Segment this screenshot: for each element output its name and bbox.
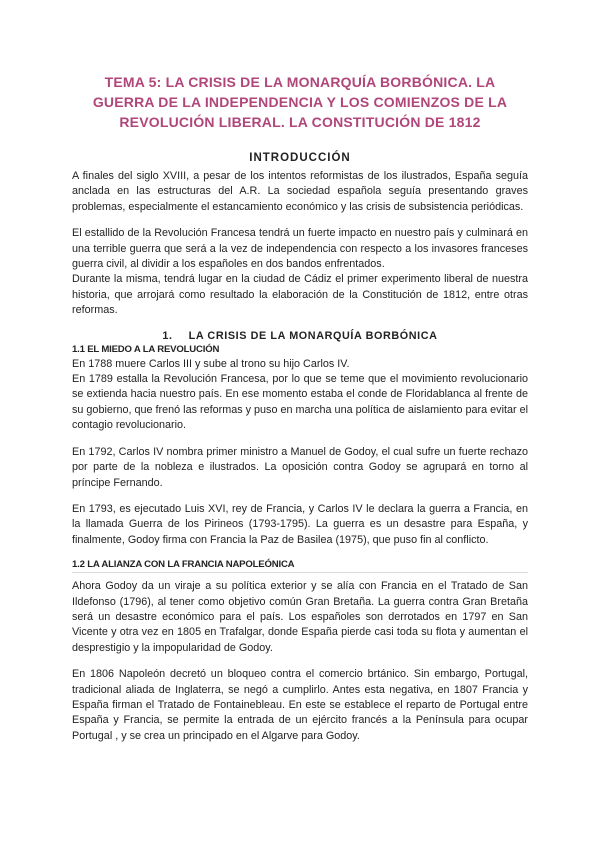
section-1-number: 1. [162,329,173,342]
subsection-1-1-paragraph-4: En 1793, es ejecutado Luis XVI, rey de Francia, y Carlos IV le declara la guerra a Francia, en la llamada Guerra de los Pirineos (1793-1795). La guerra es un desastre para España, y finalmente, Godoy firma con Francia la Paz de Basilea (1975), que puso fin al conflicto. [72,502,528,546]
intro-paragraph-3: Durante la misma, tendrá lugar en la ciudad de Cádiz el primer experimento liberal de nuestra historia, que arrojará como resultado la elaboración de la Constitución de 1812, entre otras reformas. [72,273,528,317]
section-1-title: LA CRISIS DE LA MONARQUÍA BORBÓNICA [188,329,438,342]
intro-paragraph-2: El estallido de la Revolución Francesa tendrá un fuerte impacto en nuestro país y culminará en una terrible guerra que será a la vez de independencia con respecto a los invasores franceses guerra civil, al dividir a los españoles en dos bandos enfrentados. [72,227,528,271]
document-title: TEMA 5: LA CRISIS DE LA MONARQUÍA BORBÓNICA. LA GUERRA DE LA INDEPENDENCIA Y LOS COMIENZOS DE LA REVOLUCIÓN LIBERAL. LA CONSTITUCIÓN DE 1812 [92,74,508,130]
intro-heading: INTRODUCCIÓN [249,152,351,164]
subsection-1-1-heading: 1.1 EL MIEDO A LA REVOLUCIÓN [72,343,220,355]
subsection-1-1-paragraph-1: En 1788 muere Carlos III y sube al trono su hijo Carlos IV. [72,357,350,370]
subsection-1-2-heading: 1.2 LA ALIANZA CON LA FRANCIA NAPOLEÓNICA [72,559,295,571]
subsection-1-2-paragraph-2: En 1806 Napoleón decretó un bloqueo contra el comercio brtánico. Sin embargo, Portugal, tradicional aliada de Inglaterra, se negó a cumplirlo. Antes esta negativa, en 1807 Francia y España firman el Tratado de Fontainebleau. En este se establece el reparto de Portugal entre España y Francia, se permite la entrada de un ejército francés a la Península para ocupar Portugal , y se crea un principado en el Algarve para Godoy. [72,668,528,742]
subsection-divider [72,572,528,573]
intro-paragraph-1: A finales del siglo XVIII, a pesar de los intentos reformistas de los ilustrados, España seguía anclada en las estructuras del A.R. La sociedad española seguía presentando graves problemas, especialmente el estancamiento económico y las crisis de subsistencia periódicas. [72,170,528,213]
subsection-1-1-paragraph-2: En 1789 estalla la Revolución Francesa, por lo que se teme que el movimiento revolucionario se extienda hacia nuestro país. En ese momento estaba el conde de Floridablanca al frente de su gobierno, que frenó las reformas y puso en marcha una política de aislamiento para evitar el contagio revolucionario. [72,373,528,432]
section-1-heading [72,330,528,342]
subsection-1-1-paragraph-3: En 1792, Carlos IV nombra primer ministro a Manuel de Godoy, el cual sufre un fuerte rechazo por parte de la nobleza e ilustrados. La oposición contra Godoy se agrupará en torno al príncipe Fernando. [72,445,528,489]
subsection-1-2-paragraph-1: Ahora Godoy da un viraje a su política exterior y se alía con Francia en el Tratado de San Ildefonso (1796), al tener como objetivo común Gran Bretaña. La guerra contra Gran Bretaña será un desastre económico para el país. Los españoles son derrotados en 1797 en San Vicente y otra vez en 1805 en Trafalgar, donde España pierde casi toda su flota y aumentan el desprestigio y la impopularidad de Godoy. [72,580,528,654]
